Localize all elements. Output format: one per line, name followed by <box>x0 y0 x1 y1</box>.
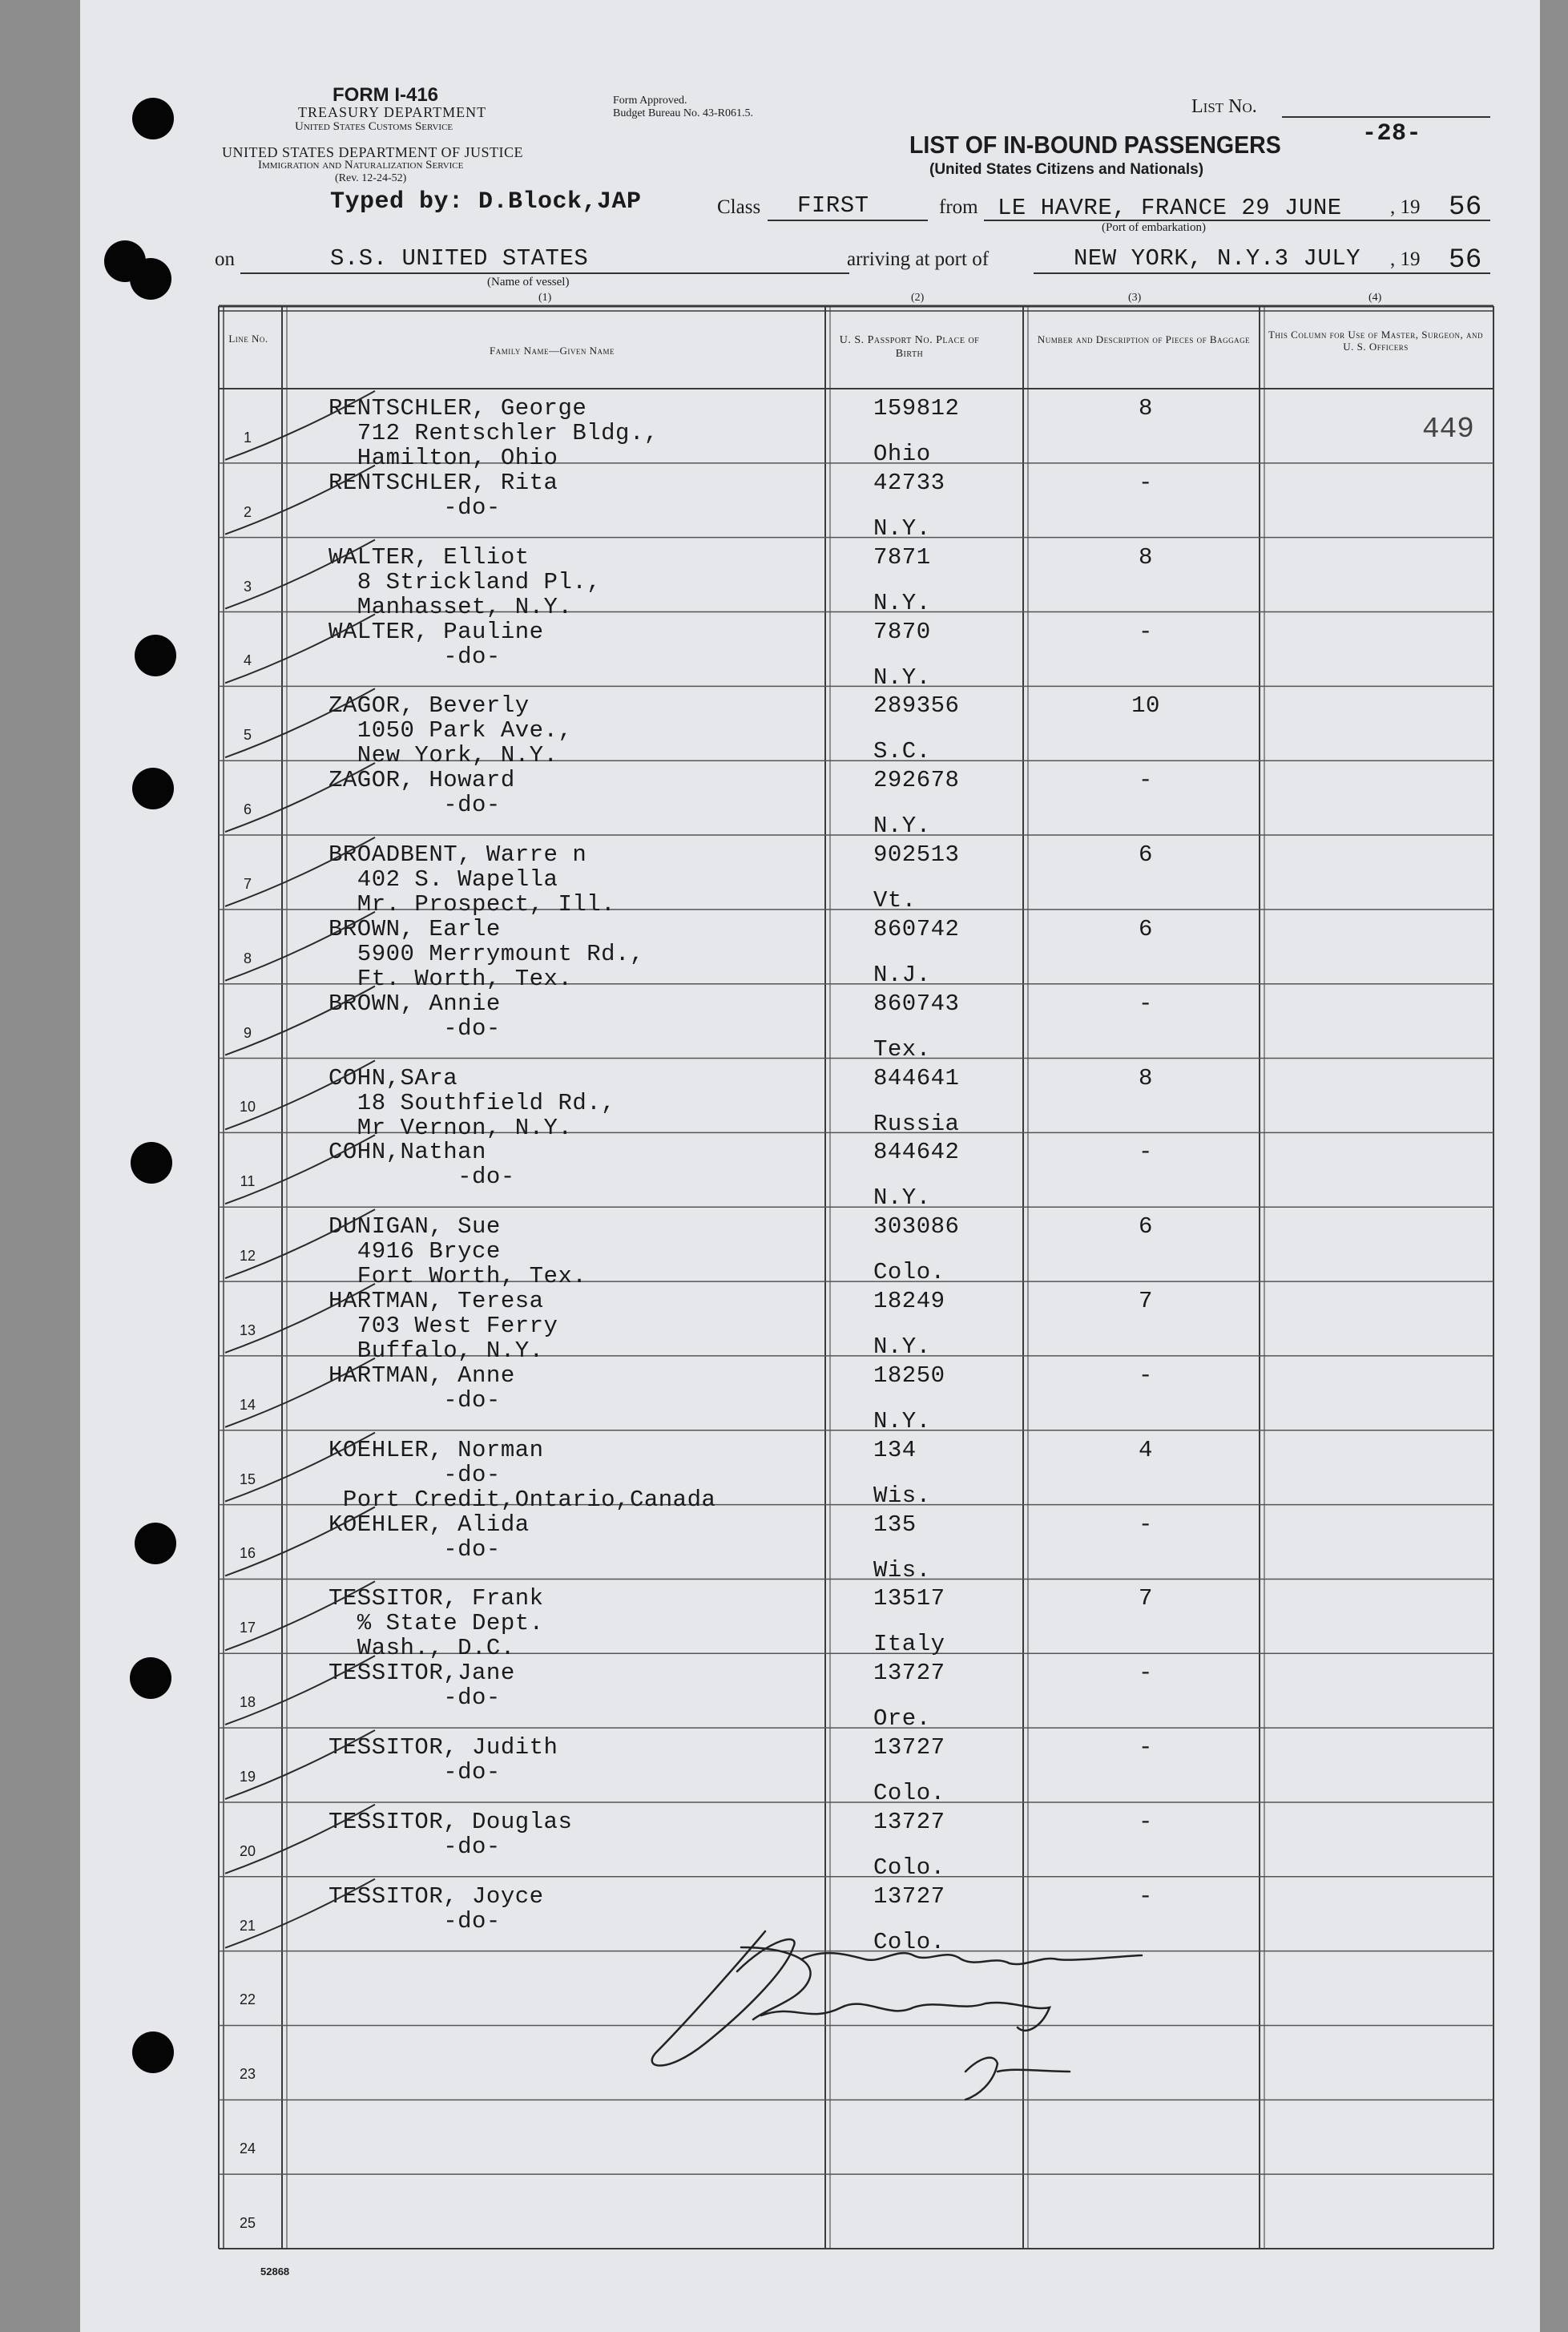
line-number: 13 <box>239 1321 256 1338</box>
line-number: 7 <box>243 875 252 892</box>
passport-number: 844642 <box>873 1139 960 1166</box>
place-of-birth: N.Y. <box>873 813 931 840</box>
passport-number: 159812 <box>873 395 960 422</box>
passenger-name-line: HARTMAN, Teresa <box>329 1288 544 1315</box>
passenger-name-line: WALTER, Elliot <box>329 543 530 571</box>
check-mark <box>225 391 375 460</box>
ins-label: Immigration and Naturalization Service <box>258 159 464 171</box>
line-number: 23 <box>239 2066 256 2083</box>
line-number: 15 <box>239 1471 256 1487</box>
passenger-name-line: 712 Rentschler Bldg., <box>329 420 659 446</box>
baggage-count: - <box>1139 469 1153 496</box>
passenger-name-line: Ft. Worth, Tex. <box>329 965 573 992</box>
check-mark <box>225 763 375 832</box>
passenger-name-line: TESSITOR, Judith <box>329 1734 558 1761</box>
passenger-name-line: TESSITOR, Douglas <box>329 1808 573 1835</box>
line-number: 20 <box>239 1842 256 1859</box>
passenger-name-line: KOEHLER, Norman <box>329 1436 544 1463</box>
passenger-name-line: 703 West Ferry <box>329 1313 558 1340</box>
passenger-name-line: -do- <box>329 494 501 521</box>
passenger-name-line: TESSITOR,Jane <box>329 1660 515 1687</box>
baggage-count: 6 <box>1139 1213 1153 1241</box>
baggage-count: 6 <box>1139 841 1153 869</box>
header-officers: This Column for Use of Master, Surgeon, and U. S. Officers <box>1268 329 1484 353</box>
passenger-name-line: WALTER, Pauline <box>329 618 544 645</box>
baggage-count: - <box>1139 1808 1153 1835</box>
passenger-name-line: Port Credit,Ontario,Canada <box>329 1486 716 1513</box>
arriving-label: arriving at port of <box>847 248 990 270</box>
budget-bureau: Budget Bureau No. 43-R061.5. <box>613 107 753 119</box>
place-of-birth: Colo. <box>873 1854 945 1881</box>
col-num-3: (3) <box>1128 292 1142 304</box>
line-number: 24 <box>239 2140 256 2157</box>
baggage-count: - <box>1139 618 1153 645</box>
col-num-4: (4) <box>1368 292 1382 304</box>
treasury-department: TREASURY DEPARTMENT <box>298 104 487 120</box>
list-number: -28- <box>1362 120 1422 147</box>
passenger-name-line: -do- <box>329 1535 501 1563</box>
passenger-name-line: -do- <box>329 1833 501 1860</box>
page-subtitle: (United States Citizens and Nationals) <box>929 161 1204 178</box>
class-label: Class <box>717 196 761 218</box>
on-label: on <box>215 248 235 270</box>
passport-number: 860742 <box>873 915 960 942</box>
passenger-name-line: -do- <box>329 1386 501 1414</box>
passenger-name-line: TESSITOR, Joyce <box>329 1882 544 1910</box>
embark-caption: (Port of embarkation) <box>1102 221 1206 234</box>
passenger-name-line: 402 S. Wapella <box>329 866 558 894</box>
passenger-name-line: 5900 Merrymount Rd., <box>329 940 644 967</box>
check-mark <box>225 1433 375 1502</box>
place-of-birth: Ohio <box>873 441 931 467</box>
line-number: 11 <box>240 1173 256 1190</box>
passenger-name-line: -do- <box>329 1759 501 1786</box>
header-passport: U. S. Passport No. Place of Birth <box>839 334 980 360</box>
passport-number: 13517 <box>873 1585 945 1612</box>
line-number: 3 <box>243 578 252 595</box>
passport-number: 902513 <box>873 841 960 869</box>
line-number: 19 <box>239 1768 256 1785</box>
passenger-name-line: RENTSCHLER, Rita <box>329 469 558 496</box>
passenger-name-line: Manhasset, N.Y. <box>329 593 573 620</box>
typed-by: Typed by: D.Block,JAP <box>330 188 642 216</box>
place-of-birth: N.Y. <box>873 664 931 691</box>
passenger-name-line: 4916 Bryce <box>329 1238 501 1265</box>
header-line-no: Line No. <box>228 333 268 345</box>
passenger-name-line: KOEHLER, Alida <box>329 1511 530 1538</box>
arrival-year-prefix: , 19 <box>1390 248 1421 270</box>
passport-number: 134 <box>873 1436 917 1463</box>
baggage-count: 8 <box>1139 395 1153 422</box>
baggage-count: 8 <box>1139 543 1153 571</box>
place-of-birth: N.Y. <box>873 589 931 616</box>
passenger-name-line: ZAGOR, Beverly <box>329 692 530 720</box>
check-mark <box>225 1209 375 1278</box>
place-of-birth: N.J. <box>873 961 931 988</box>
line-number: 21 <box>239 1917 256 1934</box>
passenger-name-line: COHN,SAra <box>329 1064 458 1091</box>
place-of-birth: Colo. <box>873 1780 945 1807</box>
place-of-birth: N.Y. <box>873 1333 931 1361</box>
passenger-name-line: -do- <box>329 792 501 819</box>
passport-number: 13727 <box>873 1660 945 1687</box>
passenger-name-line: BROADBENT, Warre n <box>329 841 587 869</box>
check-mark <box>225 1805 375 1874</box>
from-label: from <box>939 196 978 218</box>
passenger-name-line: -do- <box>329 1684 501 1712</box>
line-number: 18 <box>239 1694 256 1711</box>
passport-number: 303086 <box>873 1213 960 1241</box>
passport-number: 13727 <box>873 1808 945 1835</box>
arrival-year: 56 <box>1449 245 1482 276</box>
baggage-count: 7 <box>1139 1585 1153 1612</box>
year-prefix: , 19 <box>1390 196 1421 218</box>
check-mark <box>225 1135 375 1204</box>
passport-number: 18250 <box>873 1362 945 1389</box>
baggage-count: - <box>1139 1362 1153 1389</box>
passport-number: 7871 <box>873 543 931 571</box>
vessel-caption: (Name of vessel) <box>487 276 570 288</box>
passenger-name-line: HARTMAN, Anne <box>329 1362 515 1389</box>
baggage-count: 10 <box>1131 692 1160 720</box>
list-no-label: List No. <box>1191 96 1257 117</box>
baggage-count: 8 <box>1139 1064 1153 1091</box>
line-number: 22 <box>239 1991 256 2008</box>
passenger-name-line: New York, N.Y. <box>329 742 558 769</box>
line-number: 25 <box>239 2215 256 2231</box>
passenger-name-line: Wash., D.C. <box>329 1635 515 1662</box>
passenger-name-line: -do- <box>329 1015 501 1042</box>
form-number: FORM I-416 <box>333 84 439 106</box>
check-mark <box>225 986 375 1055</box>
place-of-birth: N.Y. <box>873 514 931 542</box>
baggage-count: 6 <box>1139 915 1153 942</box>
place-of-birth: Russia <box>873 1110 960 1137</box>
passport-number: 292678 <box>873 767 960 794</box>
baggage-count: 4 <box>1139 1436 1153 1463</box>
passenger-name-line: % State Dept. <box>329 1610 544 1637</box>
passenger-name-line: -do- <box>329 643 501 670</box>
passenger-name-line: Buffalo, N.Y. <box>329 1337 544 1365</box>
line-number: 14 <box>239 1396 256 1413</box>
passenger-name-line: 18 Southfield Rd., <box>329 1089 616 1116</box>
passport-number: 289356 <box>873 692 960 720</box>
baggage-count: - <box>1139 767 1153 794</box>
vessel-name: S.S. UNITED STATES <box>330 245 589 272</box>
baggage-count: - <box>1139 990 1153 1017</box>
passport-number: 860743 <box>873 990 960 1017</box>
passenger-name-line: Hamilton, Ohio <box>329 445 558 471</box>
passenger-name-line: Mr Vernon, N.Y. <box>329 1114 573 1141</box>
embark-year: 56 <box>1449 192 1482 223</box>
baggage-count: - <box>1139 1511 1153 1538</box>
justice-department: UNITED STATES DEPARTMENT OF JUSTICE <box>222 144 524 160</box>
form-approved: Form Approved. <box>613 95 687 107</box>
line-number: 6 <box>243 801 252 818</box>
baggage-count: - <box>1139 1660 1153 1687</box>
line-number: 16 <box>239 1545 256 1562</box>
line-number: 1 <box>243 429 252 446</box>
passport-number: 42733 <box>873 469 945 496</box>
line-number: 10 <box>239 1099 256 1116</box>
passenger-name-line: Fort Worth, Tex. <box>329 1263 587 1290</box>
check-mark <box>225 1507 375 1576</box>
place-of-birth: N.Y. <box>873 1184 931 1212</box>
place-of-birth: Wis. <box>873 1482 931 1509</box>
place-of-birth: Colo. <box>873 1259 945 1286</box>
place-of-birth: Wis. <box>873 1556 931 1584</box>
col-num-2: (2) <box>911 292 925 304</box>
header-baggage: Number and Description of Pieces of Baggage <box>1037 333 1251 345</box>
baggage-count: - <box>1139 1139 1153 1166</box>
header-name: Family Name—Given Name <box>490 345 615 357</box>
line-number: 5 <box>243 727 252 744</box>
baggage-count: - <box>1139 1734 1153 1761</box>
place-of-birth: N.Y. <box>873 1407 931 1434</box>
check-mark <box>225 466 375 535</box>
passenger-name-line: 1050 Park Ave., <box>329 717 573 744</box>
passenger-name-line: DUNIGAN, Sue <box>329 1213 501 1241</box>
line-number: 8 <box>243 950 252 966</box>
passport-number: 844641 <box>873 1064 960 1091</box>
check-mark <box>225 1581 375 1650</box>
check-mark <box>225 1060 375 1129</box>
line-number: 9 <box>243 1024 252 1041</box>
passenger-name-line: BROWN, Earle <box>329 915 501 942</box>
footer-code: 52868 <box>260 2265 290 2278</box>
line-number: 2 <box>243 503 252 520</box>
place-of-birth: Colo. <box>873 1928 945 1955</box>
check-mark <box>225 1656 375 1725</box>
embarkation-port: LE HAVRE, FRANCE 29 JUNE <box>998 195 1342 221</box>
check-mark <box>225 837 375 906</box>
place-of-birth: Ore. <box>873 1705 931 1733</box>
check-mark <box>225 1284 375 1353</box>
col-num-1: (1) <box>538 292 552 304</box>
passport-number: 135 <box>873 1511 917 1538</box>
check-mark <box>225 912 375 981</box>
passenger-name-line: COHN,Nathan <box>329 1139 486 1166</box>
check-mark <box>225 614 375 683</box>
line-number: 12 <box>239 1248 256 1265</box>
passenger-name-line: 8 Strickland Pl., <box>329 568 602 595</box>
place-of-birth: Tex. <box>873 1035 931 1063</box>
baggage-count: 7 <box>1139 1288 1153 1315</box>
place-of-birth: Vt. <box>873 887 917 914</box>
passport-number: 18249 <box>873 1288 945 1315</box>
check-mark <box>225 688 375 757</box>
passenger-name-line: Mr. Prospect, Ill. <box>329 891 616 918</box>
revision: (Rev. 12-24-52) <box>335 172 407 184</box>
passenger-name-line: -do- <box>329 1907 501 1935</box>
passenger-name-line: -do- <box>329 1164 515 1191</box>
passenger-name-line: BROWN, Annie <box>329 990 501 1017</box>
officer-note: 449 <box>1422 413 1474 446</box>
class-value: FIRST <box>797 192 869 219</box>
place-of-birth: S.C. <box>873 738 931 765</box>
line-number: 4 <box>243 652 252 669</box>
arrival-port: NEW YORK, N.Y.3 JULY <box>1074 245 1361 272</box>
check-mark <box>225 1879 375 1948</box>
passport-number: 13727 <box>873 1734 945 1761</box>
page-title: LIST OF IN-BOUND PASSENGERS <box>909 131 1281 159</box>
passenger-name-line: RENTSCHLER, George <box>329 395 587 422</box>
check-mark <box>225 1730 375 1799</box>
passport-number: 13727 <box>873 1882 945 1910</box>
place-of-birth: Italy <box>873 1631 945 1658</box>
customs-service: United States Customs Service <box>295 120 453 133</box>
passenger-name-line: -do- <box>329 1461 501 1488</box>
passenger-name-line: TESSITOR, Frank <box>329 1585 544 1612</box>
line-number: 17 <box>239 1620 256 1636</box>
passport-number: 7870 <box>873 618 931 645</box>
check-mark <box>225 1358 375 1427</box>
check-mark <box>225 540 375 609</box>
passenger-name-line: ZAGOR, Howard <box>329 767 515 794</box>
baggage-count: - <box>1139 1882 1153 1910</box>
